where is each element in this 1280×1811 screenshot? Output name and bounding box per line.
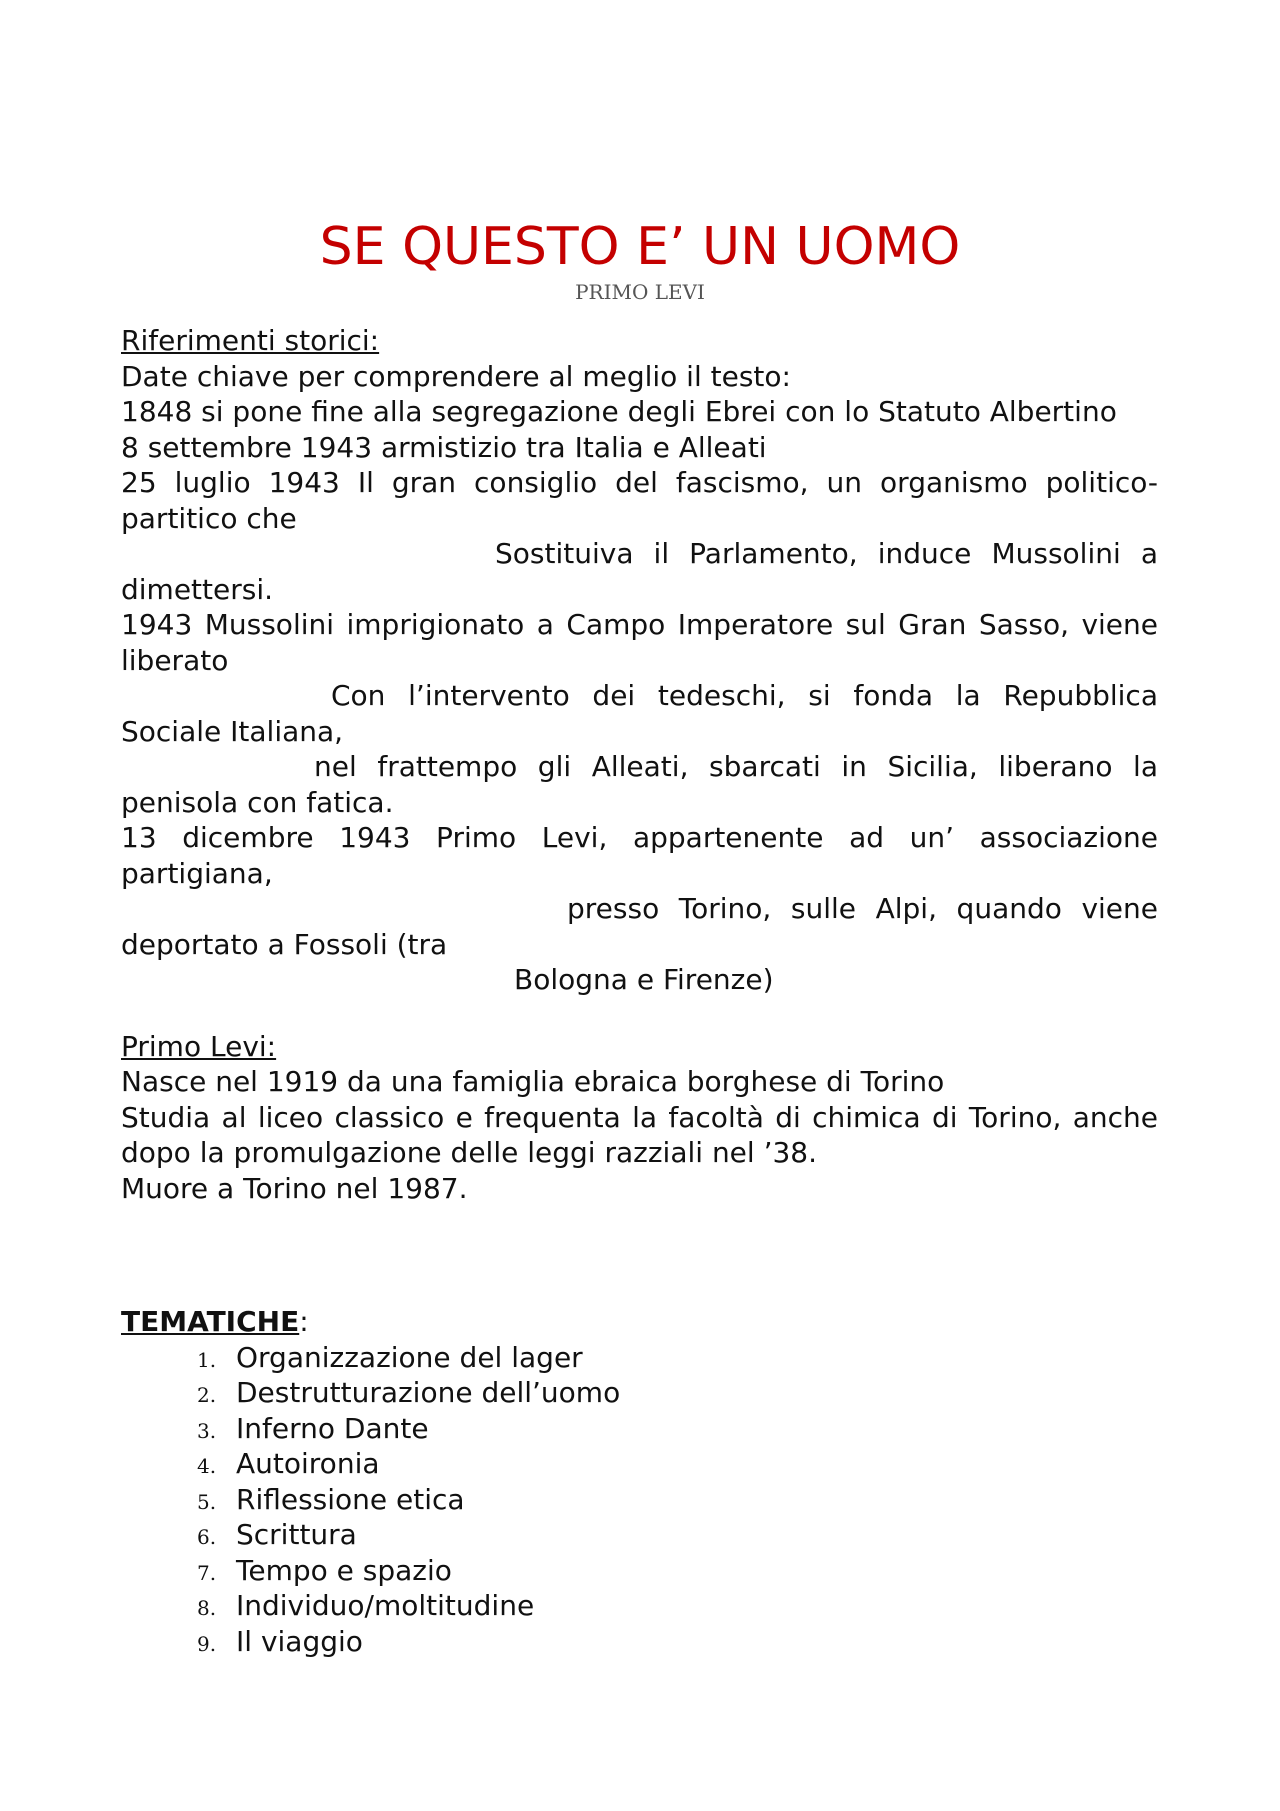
list-item-label: Il viaggio: [236, 1624, 363, 1658]
tematiche-heading-text: TEMATICHE: [121, 1305, 300, 1338]
section-heading-tematiche: [121, 1304, 1158, 1340]
list-item-number: 6.: [197, 1525, 217, 1549]
section-heading-riferimenti: Riferimenti storici:: [121, 324, 380, 357]
tematiche-list: [121, 1340, 1158, 1660]
list-item: [121, 1446, 1158, 1482]
timeline-line: 1943 Mussolini imprigionato a Campo Imperatore sul Gran Sasso, viene liberato: [121, 608, 1158, 677]
timeline-line: 1848 si pone fine alla segregazione degli Ebrei con lo Statuto Albertino: [121, 395, 1117, 428]
list-item-label: Riflessione etica: [236, 1482, 465, 1516]
list-item-label: Tempo e spazio: [236, 1553, 452, 1587]
timeline-line: nel frattempo gli Alleati, sbarcati in Sicilia, liberano la penisola con fatica.: [121, 750, 1158, 819]
list-item-number: 5.: [197, 1489, 217, 1514]
list-item-number: 4.: [197, 1454, 217, 1478]
document-body: [121, 323, 1158, 1659]
list-item-number: 7.: [197, 1560, 217, 1585]
list-item: [121, 1411, 1158, 1447]
list-item: [121, 1588, 1158, 1624]
timeline-line: 8 settembre 1943 armistizio tra Italia e Alleati: [121, 430, 767, 464]
list-item: [121, 1375, 1158, 1411]
list-item-number: 3.: [197, 1418, 217, 1443]
list-item-label: Destrutturazione dell’uomo: [236, 1376, 621, 1409]
bio-line: Studia al liceo classico e frequenta la facoltà di chimica di Torino, anche dopo la promulgazione delle leggi razziali nel ’38.: [121, 1100, 1158, 1169]
list-item-number: 1.: [197, 1347, 217, 1372]
section-primo-levi: [121, 1029, 1158, 1207]
page-title: SE QUESTO E’ UN UOMO: [319, 217, 961, 277]
list-item-number: 9.: [197, 1631, 217, 1656]
list-item: [121, 1517, 1158, 1553]
bio-line: Muore a Torino nel 1987.: [121, 1171, 468, 1205]
section-riferimenti-storici: [121, 323, 1158, 998]
timeline-line: Con l’intervento dei tedeschi, si fonda la Repubblica Sociale Italiana,: [121, 679, 1158, 748]
list-item: [121, 1482, 1158, 1518]
list-item-number: 8.: [197, 1596, 217, 1620]
list-item: [121, 1340, 1158, 1376]
riferimenti-intro: Date chiave per comprendere al meglio il testo:: [121, 359, 791, 393]
list-item: [121, 1553, 1158, 1589]
list-item-label: Autoironia: [236, 1447, 380, 1480]
timeline-line: Sostituiva il Parlamento, induce Mussolini a dimettersi.: [121, 537, 1158, 606]
list-item-label: Individuo/moltitudine: [236, 1589, 535, 1622]
section-spacer: [121, 998, 1158, 1029]
bio-line: Nasce nel 1919 da una famiglia ebraica borghese di Torino: [121, 1065, 945, 1098]
section-tematiche: [121, 1304, 1158, 1659]
timeline-line: presso Torino, sulle Alpi, quando viene deportato a Fossoli (tra: [121, 892, 1158, 961]
tematiche-heading-colon: :: [299, 1305, 309, 1338]
timeline-line: 13 dicembre 1943 Primo Levi, appartenente ad un’ associazione partigiana,: [121, 821, 1158, 890]
list-item-label: Organizzazione del lager: [236, 1340, 583, 1374]
list-item-label: Scrittura: [236, 1518, 357, 1551]
timeline-line: 25 luglio 1943 Il gran consiglio del fascismo, un organismo politico-partitico che: [121, 466, 1158, 535]
page-subtitle: PRIMO LEVI: [575, 280, 705, 304]
section-spacer: [121, 1206, 1158, 1304]
list-item: [121, 1624, 1158, 1660]
list-item-number: 2.: [197, 1383, 217, 1407]
list-item-label: Inferno Dante: [236, 1411, 429, 1445]
section-heading-primo-levi: Primo Levi:: [121, 1029, 277, 1063]
timeline-line: Bologna e Firenze): [514, 963, 774, 996]
